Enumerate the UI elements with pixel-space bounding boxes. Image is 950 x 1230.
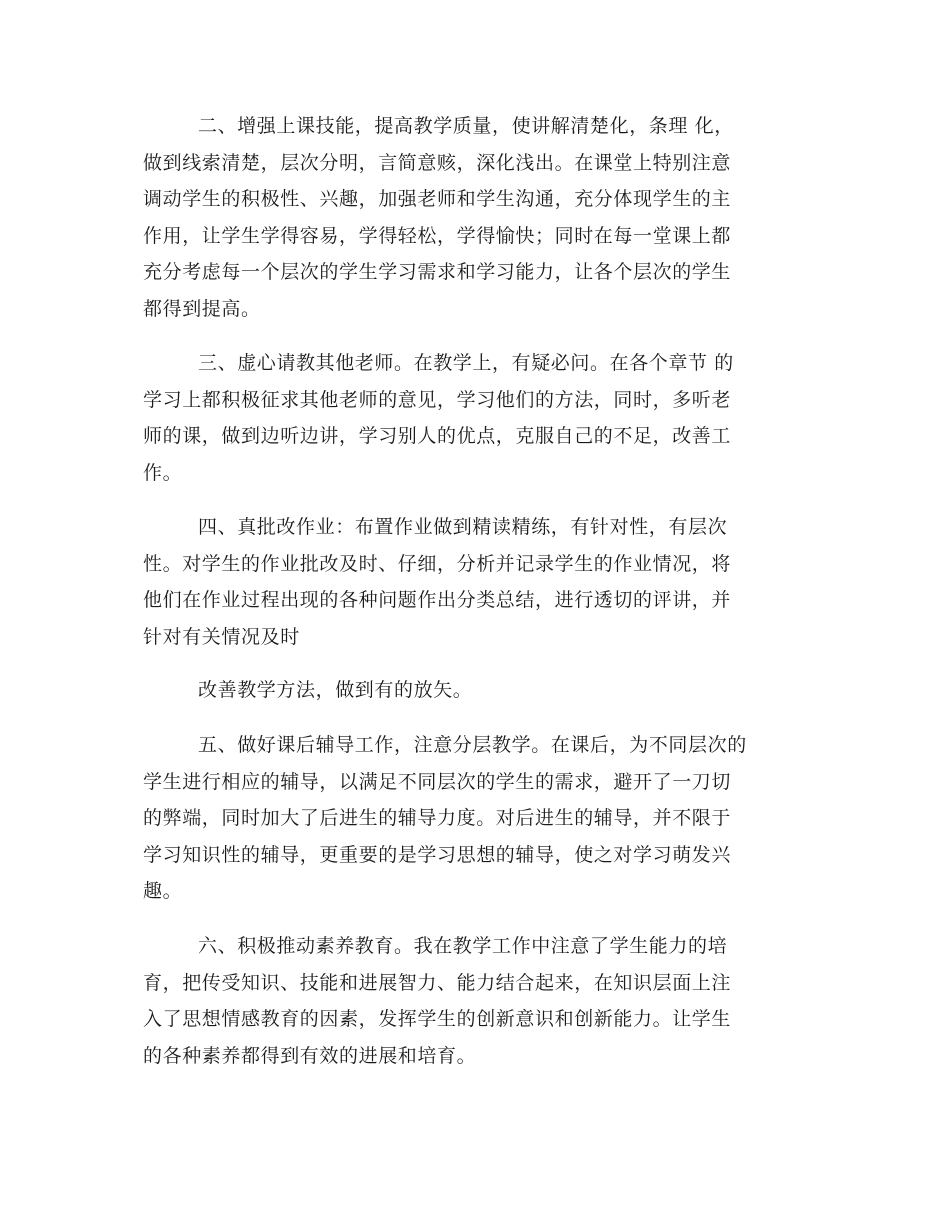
paragraph-line: 的弊端，同时加大了后进生的辅导力度。对后进生的辅导，并不限于 bbox=[143, 807, 732, 829]
paragraph-line: 性。对学生的作业批改及时、仔细，分析并记录学生的作业情况，将 bbox=[143, 552, 732, 575]
paragraph-line: 充分考虑每一个层次的学生学习需求和学习能力，让各个层次的学生 bbox=[143, 261, 732, 283]
paragraph-line: 学习上都积极征求其他老师的意见，学习他们的方法，同时，多听老 bbox=[143, 388, 732, 411]
paragraph-line: 师的课，做到边听边讲，学习别人的优点，克服自己的不足，改善工 bbox=[143, 425, 732, 447]
paragraph-3-consult-teachers bbox=[143, 345, 803, 491]
paragraph-4-homework-grading bbox=[143, 509, 803, 655]
paragraph-line: 育，把传受知识、技能和进展智力、能力结合起来，在知识层面上注 bbox=[143, 971, 732, 994]
paragraph-line: 做到线索清楚，层次分明，言简意赅，深化浅出。在课堂上特别注意 bbox=[143, 151, 732, 174]
paragraph-2-teaching-skills bbox=[143, 108, 803, 327]
paragraph-line: 六、积极推动素养教育。我在教学工作中注意了学生能力的培 bbox=[198, 935, 728, 957]
paragraph-line: 三、虚心请教其他老师。在教学上，有疑必问。在各个章节 的 bbox=[198, 352, 734, 374]
paragraph-line: 二、增强上课技能，提高教学质量，使讲解清楚化，条理 化， bbox=[198, 115, 734, 137]
paragraph-line: 改善教学方法，做到有的放矢。 bbox=[198, 679, 473, 701]
paragraph-line: 学习知识性的辅导，更重要的是学习思想的辅导，使之对学习萌发兴 bbox=[143, 843, 732, 866]
paragraph-4-continuation bbox=[143, 672, 803, 709]
paragraph-line: 四、真批改作业：布置作业做到精读精练，有针对性，有层次 bbox=[198, 516, 728, 538]
paragraph-line: 都得到提高。 bbox=[143, 297, 261, 320]
paragraph-6-quality-education bbox=[143, 928, 803, 1074]
paragraph-line: 学生进行相应的辅导，以满足不同层次的学生的需求，避开了一刀切 bbox=[143, 770, 732, 793]
paragraph-line: 作用，让学生学得容易，学得轻松，学得愉快；同时在每一堂课上都 bbox=[143, 224, 732, 247]
paragraph-line: 他们在作业过程出现的各种问题作出分类总结，进行透切的评讲，并 bbox=[143, 589, 732, 611]
paragraph-line: 的各种素养都得到有效的进展和培育。 bbox=[143, 1044, 477, 1067]
paragraph-line: 调动学生的积极性、兴趣，加强老师和学生沟通，充分体现学生的主 bbox=[143, 188, 732, 210]
paragraph-line: 针对有关情况及时 bbox=[143, 625, 300, 648]
paragraph-line: 五、做好课后辅导工作，注意分层教学。在课后，为不同层次的 bbox=[198, 734, 747, 756]
paragraph-line: 趣。 bbox=[143, 880, 183, 902]
paragraph-line: 入了思想情感教育的因素，发挥学生的创新意识和创新能力。让学生 bbox=[143, 1008, 732, 1030]
paragraph-line: 作。 bbox=[143, 461, 183, 484]
paragraph-5-after-class-tutoring bbox=[143, 727, 803, 910]
